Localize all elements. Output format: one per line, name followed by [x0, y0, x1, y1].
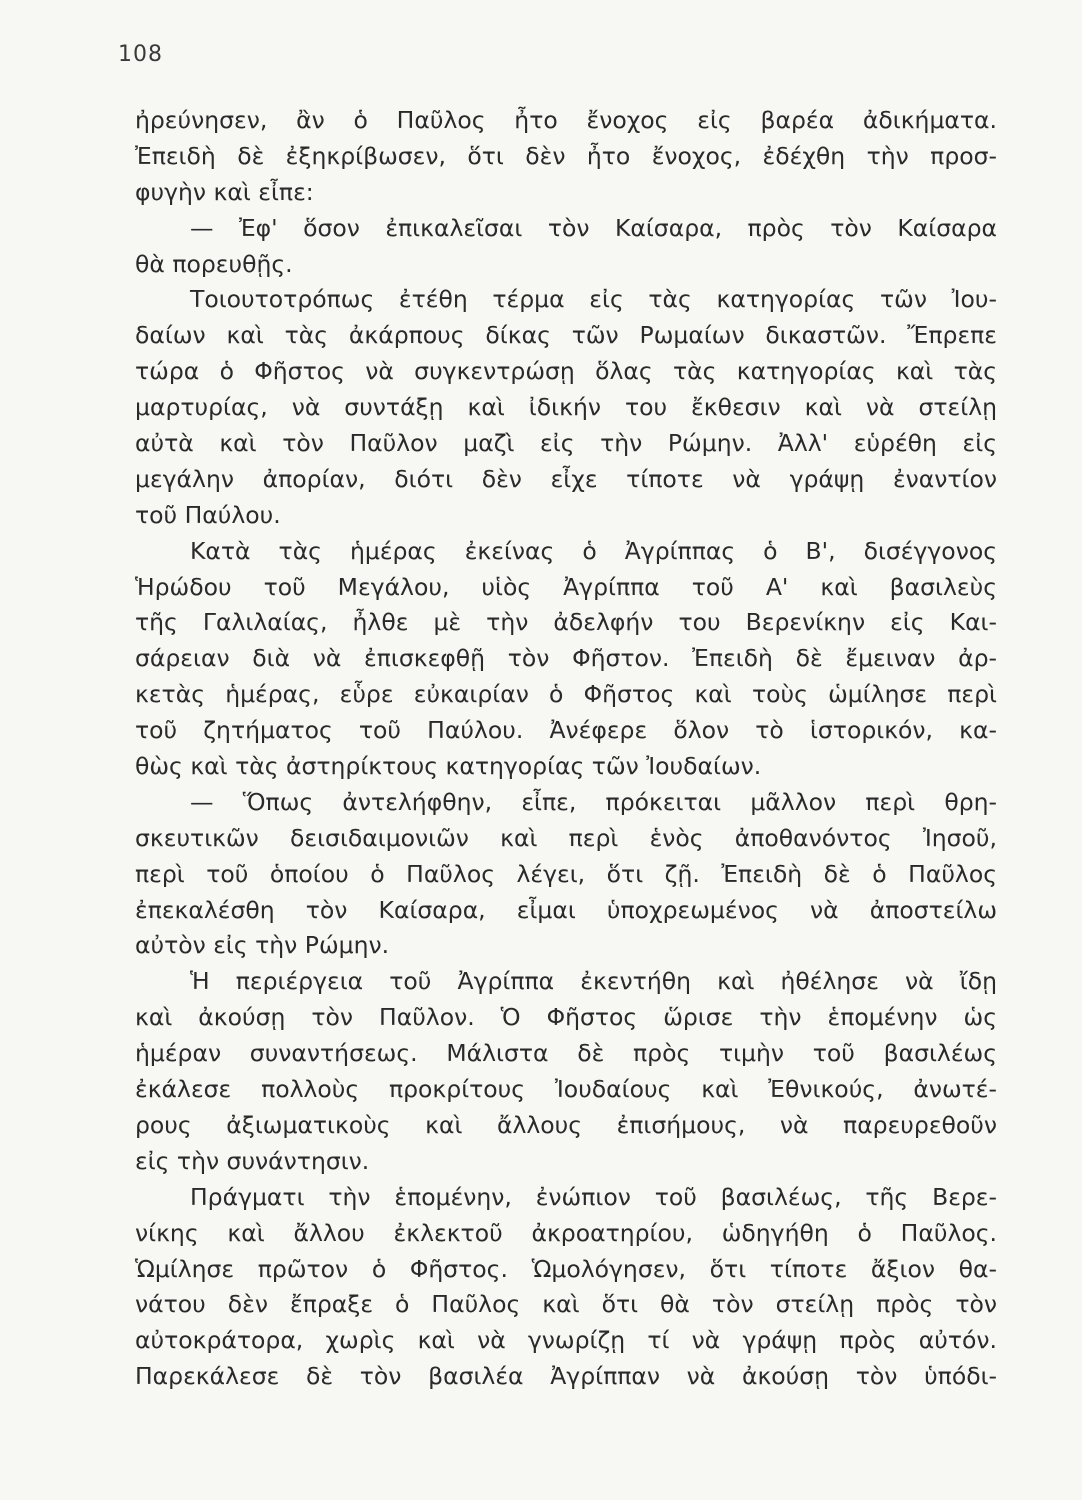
- text-line: μαρτυρίας, νὰ συντάξῃ καὶ ἰδικήν του ἔκθεσιν καὶ νὰ στείλῃ: [135, 393, 997, 422]
- text-line: τοῦ ζητήματος τοῦ Παύλου. Ἀνέφερε ὅλον τὸ ἱστορικόν, κα-: [135, 716, 997, 745]
- text-line: καὶ ἀκούσῃ τὸν Παῦλον. Ὁ Φῆστος ὥρισε τὴν ἑπομένην ὡς: [135, 1003, 997, 1032]
- page-number: 108: [118, 42, 163, 67]
- text-line: Τοιουτοτρόπως ἐτέθη τέρμα εἰς τὰς κατηγορίας τῶν Ἰου-: [190, 285, 997, 314]
- text-line: αὐτὸν εἰς τὴν Ρώμην.: [135, 931, 390, 960]
- text-line: τώρα ὁ Φῆστος νὰ συγκεντρώσῃ ὅλας τὰς κατηγορίας καὶ τὰς: [135, 357, 997, 386]
- text-line: Παρεκάλεσε δὲ τὸν βασιλέα Ἀγρίππαν νὰ ἀκούσῃ τὸν ὑπόδι-: [135, 1362, 997, 1391]
- text-line: θὰ πορευθῇς.: [135, 249, 293, 278]
- text-line: ρους ἀξιωματικοὺς καὶ ἄλλους ἐπισήμους, νὰ παρευρεθοῦν: [135, 1110, 997, 1139]
- text-line: κετὰς ἡμέρας, εὗρε εὐκαιρίαν ὁ Φῆστος καὶ τοὺς ὡμίλησε περὶ: [135, 680, 997, 709]
- text-line: τοῦ Παύλου.: [135, 500, 281, 529]
- text-line: δαίων καὶ τὰς ἀκάρπους δίκας τῶν Ρωμαίων δικαστῶν. Ἔπρεπε: [135, 321, 997, 350]
- text-line: αὐτὰ καὶ τὸν Παῦλον μαζὶ εἰς τὴν Ρώμην. Ἀλλ' εὑρέθη εἰς: [135, 429, 997, 458]
- text-line: νίκης καὶ ἄλλου ἐκλεκτοῦ ἀκροατηρίου, ὡδηγήθη ὁ Παῦλος.: [135, 1218, 997, 1247]
- text-line: τῆς Γαλιλαίας, ἦλθε μὲ τὴν ἀδελφήν του Βερενίκην εἰς Και-: [135, 608, 997, 637]
- text-line: ἐπεκαλέσθη τὸν Καίσαρα, εἶμαι ὑποχρεωμένος νὰ ἀποστείλω: [135, 895, 997, 924]
- text-line: θὼς καὶ τὰς ἀστηρίκτους κατηγορίας τῶν Ἰουδαίων.: [135, 752, 762, 781]
- text-line: ἡμέραν συναντήσεως. Μάλιστα δὲ πρὸς τιμὴν τοῦ βασιλέως: [135, 1039, 997, 1068]
- text-line: μεγάλην ἀπορίαν, διότι δὲν εἶχε τίποτε νὰ γράψῃ ἐναντίον: [135, 464, 997, 493]
- text-line: Πράγματι τὴν ἑπομένην, ἐνώπιον τοῦ βασιλέως, τῆς Βερε-: [190, 1182, 997, 1211]
- text-line: σκευτικῶν δεισιδαιμονιῶν καὶ περὶ ἑνὸς ἀποθανόντος Ἰησοῦ,: [135, 823, 997, 852]
- text-line: Ἡ περιέργεια τοῦ Ἀγρίππα ἐκεντήθη καὶ ἠθέλησε νὰ ἴδῃ: [190, 967, 997, 996]
- text-line: φυγὴν καὶ εἶπε:: [135, 177, 314, 206]
- text-line: αὐτοκράτορα, χωρὶς καὶ νὰ γνωρίζῃ τί νὰ γράψῃ πρὸς αὐτόν.: [135, 1326, 997, 1355]
- text-line: ἠρεύνησεν, ἂν ὁ Παῦλος ἦτο ἔνοχος εἰς βαρέα ἀδικήματα.: [135, 106, 997, 134]
- text-line: — Ὅπως ἀντελήφθην, εἶπε, πρόκειται μᾶλλον περὶ θρη-: [190, 787, 997, 816]
- text-line: ἐκάλεσε πολλοὺς προκρίτους Ἰουδαίους καὶ Ἐθνικούς, ἀνωτέ-: [135, 1075, 997, 1104]
- text-line: Κατὰ τὰς ἡμέρας ἐκείνας ὁ Ἀγρίππας ὁ Β', δισέγγονος: [190, 536, 997, 565]
- text-line: Ἡρώδου τοῦ Μεγάλου, υἱὸς Ἀγρίππα τοῦ Α' καὶ βασιλεὺς: [135, 572, 997, 601]
- text-line: εἰς τὴν συνάντησιν.: [135, 1146, 370, 1175]
- text-line: Ὡμίλησε πρῶτον ὁ Φῆστος. Ὡμολόγησεν, ὅτι τίποτε ἄξιον θα-: [135, 1254, 997, 1283]
- text-line: σάρειαν διὰ νὰ ἐπισκεφθῇ τὸν Φῆστον. Ἐπειδὴ δὲ ἔμειναν ἀρ-: [135, 644, 997, 673]
- text-line: περὶ τοῦ ὁποίου ὁ Παῦλος λέγει, ὅτι ζῇ. Ἐπειδὴ δὲ ὁ Παῦλος: [135, 859, 997, 888]
- text-line: Ἐπειδὴ δὲ ἐξηκρίβωσεν, ὅτι δὲν ἦτο ἔνοχος, ἐδέχθη τὴν προσ-: [135, 141, 997, 170]
- text-line: νάτου δὲν ἔπραξε ὁ Παῦλος καὶ ὅτι θὰ τὸν στείλῃ πρὸς τὸν: [135, 1290, 997, 1319]
- body-text: [135, 103, 997, 1395]
- text-line: — Ἐφ' ὅσον ἐπικαλεῖσαι τὸν Καίσαρα, πρὸς τὸν Καίσαρα: [190, 213, 997, 242]
